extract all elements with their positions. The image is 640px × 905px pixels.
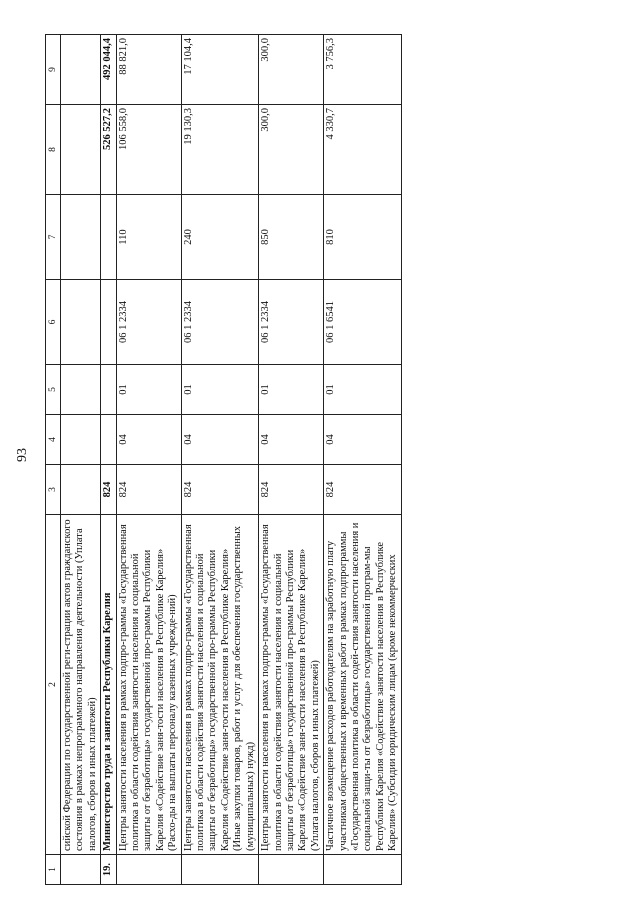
code-cell: 824 bbox=[116, 465, 181, 515]
row-number bbox=[324, 855, 401, 885]
code-cell bbox=[61, 365, 101, 415]
row-number bbox=[181, 855, 258, 885]
amount-cell bbox=[61, 35, 101, 105]
code-cell: 06 1 2334 bbox=[259, 280, 324, 365]
code-cell: 04 bbox=[259, 415, 324, 465]
code-cell bbox=[61, 415, 101, 465]
col-header: 6 bbox=[46, 280, 61, 365]
code-cell: 01 bbox=[324, 365, 401, 415]
code-cell: 06 1 2334 bbox=[116, 280, 181, 365]
row-description: Министерство труда и занятости Республики Карелия bbox=[101, 515, 116, 855]
row-number bbox=[259, 855, 324, 885]
col-header: 2 bbox=[46, 515, 61, 855]
col-header: 8 bbox=[46, 105, 61, 195]
row-description: сийской Федерации по государственной реги-страции актов гражданского состояния в рамках непрограммного направления деятельности (Уплата налогов, сборов и иных платежей) bbox=[61, 515, 101, 855]
code-cell: 824 bbox=[259, 465, 324, 515]
amount-cell: 19 130,3 bbox=[181, 105, 258, 195]
table-row bbox=[116, 35, 181, 885]
col-header: 9 bbox=[46, 35, 61, 105]
row-description: Центры занятости населения в рамках подпро-граммы «Государственная политика в области содействия занятости населения и социальной защиты от безработицы» государственной про-граммы Республики Карелия «Содействие заня-тости населения в Республике Карелия» (Расхо-ды на выплаты персоналу казенных учрежде-ний) bbox=[116, 515, 181, 855]
table-row bbox=[61, 35, 101, 885]
code-cell: 824 bbox=[181, 465, 258, 515]
amount-cell: 4 330,7 bbox=[324, 105, 401, 195]
code-cell bbox=[61, 195, 101, 280]
table-row bbox=[324, 35, 401, 885]
amount-cell: 88 821,0 bbox=[116, 35, 181, 105]
code-cell: 240 bbox=[181, 195, 258, 280]
col-header: 3 bbox=[46, 465, 61, 515]
code-cell bbox=[101, 280, 116, 365]
code-cell: 06 1 2334 bbox=[181, 280, 258, 365]
amount-cell: 106 558,0 bbox=[116, 105, 181, 195]
code-cell: 824 bbox=[101, 465, 116, 515]
amount-cell: 526 527,2 bbox=[101, 105, 116, 195]
row-description: Центры занятости населения в рамках подпро-граммы «Государственная политика в области содействия занятости населения и социальной защиты от безработицы» государственной про-граммы Республики Карелия «Содействие заня-тости населения в Республике Карелия» (Иные закупки товаров, работ и услуг для обеспечения государственных (муниципальных) нужд) bbox=[181, 515, 258, 855]
row-description: Частичное возмещение расходов работодателям на заработную плату участникам общественных и временных работ в рамках подпрограммы «Государственная политика в области содей-ствия занятости населения и социальной защи-ты от безработицы» государственной програм-мы Республики Карелия «Содействие занятости населения в Республике Карелия» (Субсидии юридическим лицам (кроме некоммерческих bbox=[324, 515, 401, 855]
row-number: 19. bbox=[101, 855, 116, 885]
budget-table bbox=[45, 34, 402, 885]
amount-cell bbox=[61, 105, 101, 195]
row-description: Центры занятости населения в рамках подпро-граммы «Государственная политика в области содействия занятости населения и социальной защиты от безработицы» государственной про-граммы Республики Карелия «Содействие заня-тости населения в Республике Карелия» (Уплата налогов, сборов и иных платежей) bbox=[259, 515, 324, 855]
row-number bbox=[116, 855, 181, 885]
table-row bbox=[181, 35, 258, 885]
amount-cell: 17 104,4 bbox=[181, 35, 258, 105]
amount-cell: 300,0 bbox=[259, 35, 324, 105]
page-number: 93 bbox=[15, 448, 30, 462]
row-number bbox=[61, 855, 101, 885]
col-header: 4 bbox=[46, 415, 61, 465]
amount-cell: 300,0 bbox=[259, 105, 324, 195]
code-cell: 824 bbox=[324, 465, 401, 515]
amount-cell: 3 756,3 bbox=[324, 35, 401, 105]
code-cell bbox=[101, 195, 116, 280]
code-cell bbox=[101, 415, 116, 465]
code-cell: 04 bbox=[181, 415, 258, 465]
col-header: 7 bbox=[46, 195, 61, 280]
code-cell: 01 bbox=[259, 365, 324, 415]
code-cell bbox=[101, 365, 116, 415]
code-cell: 850 bbox=[259, 195, 324, 280]
col-header: 5 bbox=[46, 365, 61, 415]
code-cell: 01 bbox=[116, 365, 181, 415]
code-cell bbox=[61, 280, 101, 365]
code-cell: 06 1 6541 bbox=[324, 280, 401, 365]
code-cell bbox=[61, 465, 101, 515]
table-row bbox=[101, 35, 116, 885]
code-cell: 110 bbox=[116, 195, 181, 280]
code-cell: 810 bbox=[324, 195, 401, 280]
header-row bbox=[46, 35, 61, 885]
col-header: 1 bbox=[46, 855, 61, 885]
code-cell: 01 bbox=[181, 365, 258, 415]
code-cell: 04 bbox=[116, 415, 181, 465]
code-cell: 04 bbox=[324, 415, 401, 465]
amount-cell: 492 044,4 bbox=[101, 35, 116, 105]
table-row bbox=[259, 35, 324, 885]
